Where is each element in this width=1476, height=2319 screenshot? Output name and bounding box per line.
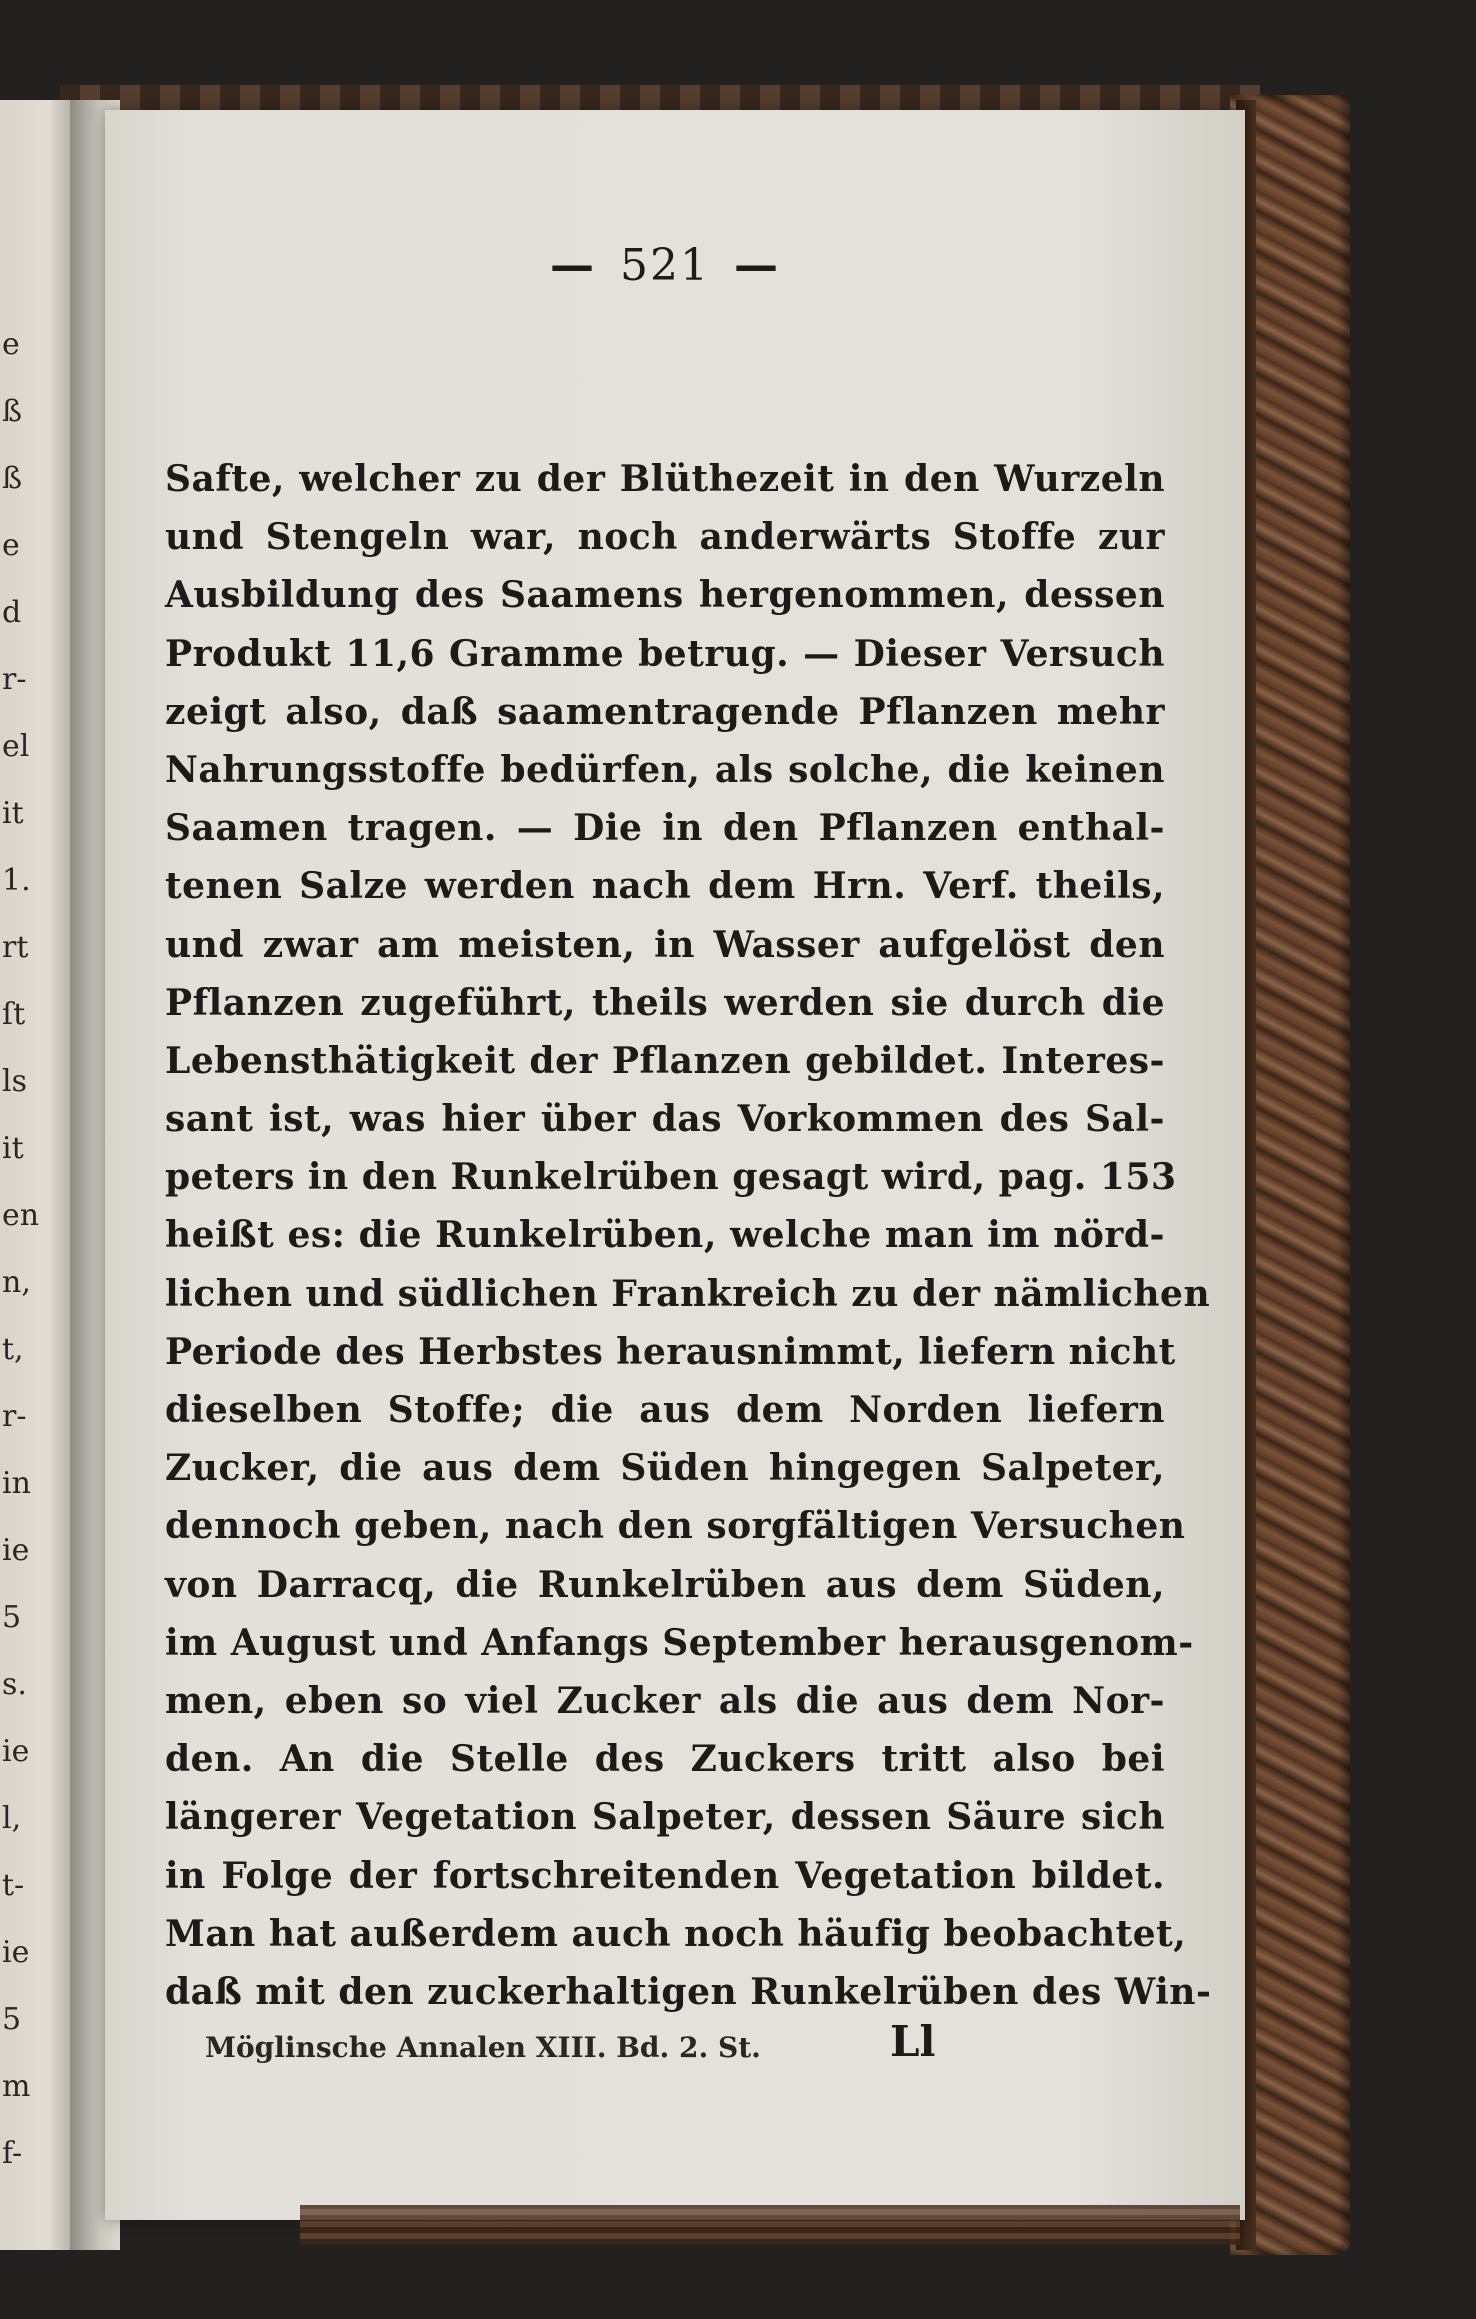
previous-page-fragment: f-: [2, 2136, 23, 2171]
previous-page-fragment: it: [2, 1131, 24, 1166]
previous-page-fragment: ß: [2, 394, 23, 429]
text-line: Produkt 11,6 Gramme betrug. — Dieser Versuch: [165, 632, 1165, 675]
text-line: Lebensthätigkeit der Pflanzen gebildet. Interes-: [165, 1039, 1165, 1082]
page-number-value: 521: [620, 240, 710, 291]
footer-signature: Möglinsche Annalen XIII. Bd. 2. St.: [205, 2031, 761, 2064]
text-line: heißt es: die Runkelrüben, welche man im nörd-: [165, 1214, 1165, 1257]
text-line: dieselben Stoffe; die aus dem Norden liefern: [165, 1389, 1165, 1431]
body-text: [165, 450, 1212, 2021]
text-line: Saamen tragen. — Die in den Pflanzen enthal-: [165, 807, 1165, 850]
text-line: Periode des Herbstes herausnimmt, liefern nicht: [165, 1330, 1176, 1373]
text-line: men, eben so viel Zucker als die aus dem Nor-: [165, 1679, 1165, 1722]
text-line: von Darracq, die Runkelrüben aus dem Süden,: [165, 1563, 1165, 1606]
text-line: Safte, welcher zu der Blüthezeit in den Wurzeln: [165, 458, 1165, 500]
text-line: tenen Salze werden nach dem Hrn. Verf. theils,: [165, 865, 1165, 908]
text-line: zeigt also, daß saamentragende Pflanzen mehr: [165, 690, 1165, 733]
previous-page-fragment: en: [2, 1198, 40, 1233]
previous-page-fragment: t-: [2, 1868, 25, 1903]
previous-page-fragment: t,: [2, 1332, 24, 1367]
page-footer: [165, 2017, 1165, 2081]
previous-page-fragment: el: [2, 729, 30, 764]
previous-page-fragment: 1.: [2, 863, 31, 898]
text-line: lichen und südlichen Frankreich zu der nämlichen: [165, 1272, 1211, 1315]
previous-page-fragment: l,: [2, 1801, 22, 1836]
text-line: Nahrungsstoffe bedürfen, als solche, die keinen: [165, 748, 1165, 791]
previous-page-fragment: ie: [2, 1734, 30, 1769]
signature-letters: Ll: [890, 2017, 936, 2066]
previous-page-fragment: 5: [2, 2002, 22, 2037]
text-line: sant ist, was hier über das Vorkommen des Sal-: [165, 1098, 1165, 1141]
text-line: Zucker, die aus dem Süden hingegen Salpeter,: [165, 1447, 1165, 1490]
previous-page-fragment: ie: [2, 1935, 30, 1970]
text-line: dennoch geben, nach den sorgfältigen Versuchen: [165, 1505, 1186, 1548]
previous-page-fragment: ls: [2, 1064, 27, 1099]
text-line: Man hat außerdem auch noch häufig beobachtet,: [165, 1912, 1187, 1955]
previous-page-fragment: e: [2, 327, 20, 362]
previous-page-fragment: r-: [2, 1399, 27, 1434]
text-line: Pflanzen zugeführt, theils werden sie durch die: [165, 981, 1165, 1024]
previous-page-fragment: m: [2, 2069, 31, 2104]
text-line: und zwar am meisten, in Wasser aufgelöst den: [165, 923, 1165, 966]
text-line: und Stengeln war, noch anderwärts Stoffe zur: [165, 516, 1165, 559]
previous-page-fragment: rt: [2, 930, 29, 965]
previous-page-fragment: it: [2, 796, 24, 831]
previous-page-fragment: ß: [2, 461, 23, 496]
text-line: den. An die Stelle des Zuckers tritt also bei: [165, 1738, 1165, 1781]
previous-page-fragment: in: [2, 1466, 31, 1501]
previous-page-fragment: ie: [2, 1533, 30, 1568]
previous-page-fragment: s.: [2, 1667, 27, 1702]
previous-page-fragment: d: [2, 595, 22, 630]
previous-page-edge: [0, 100, 70, 2250]
book-board-bottom: [300, 2205, 1240, 2245]
text-line: längerer Vegetation Salpeter, dessen Säure sich: [165, 1796, 1165, 1839]
previous-page-fragment: r-: [2, 662, 27, 697]
text-line: peters in den Runkelrüben gesagt wird, pag. 153: [165, 1156, 1177, 1199]
text-line: Ausbildung des Saamens hergenommen, dessen: [165, 574, 1165, 617]
previous-page-fragment: n,: [2, 1265, 31, 1300]
page-number: — 521 —: [550, 240, 780, 291]
previous-page-fragment: ſt: [2, 997, 26, 1032]
text-line: daß mit den zuckerhaltigen Runkelrüben des Win-: [165, 1970, 1212, 2013]
text-line: in Folge der fortschreitenden Vegetation bildet.: [165, 1854, 1165, 1897]
book-page: [105, 110, 1245, 2220]
previous-page-fragment: e: [2, 528, 20, 563]
text-line: im August und Anfangs September herausgenom-: [165, 1621, 1194, 1664]
previous-page-fragment: 5: [2, 1600, 22, 1635]
